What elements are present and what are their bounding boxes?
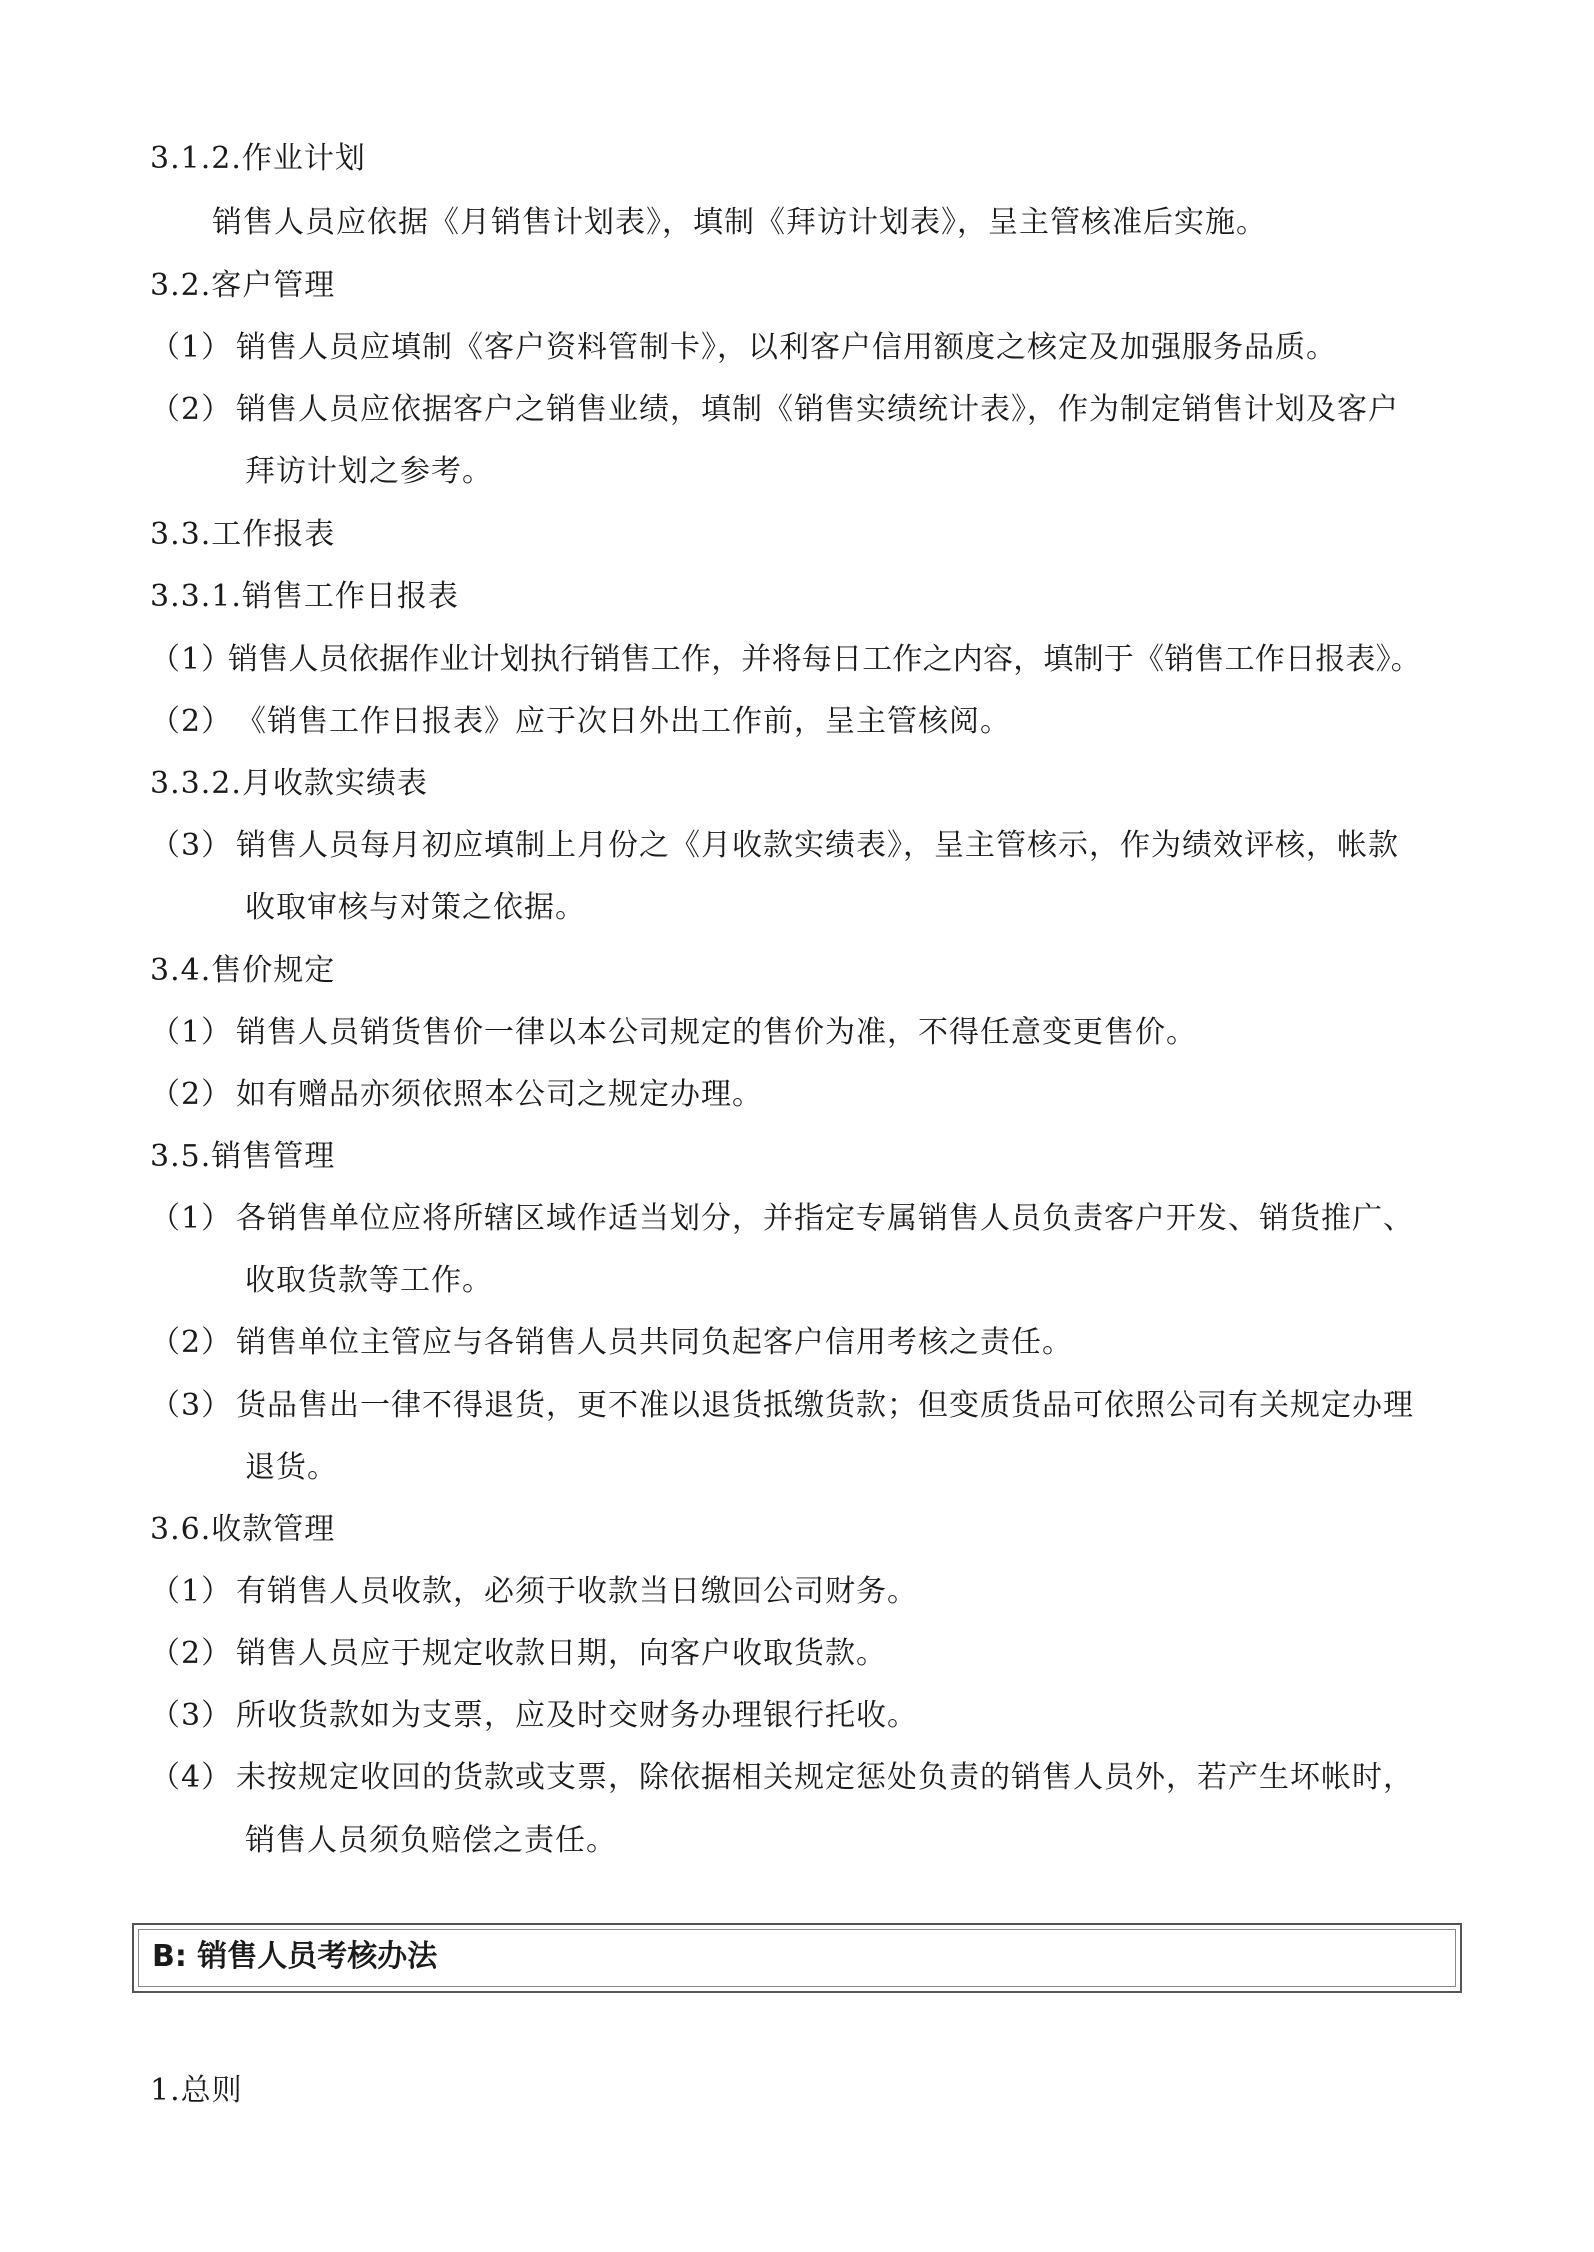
list-text: 《销售工作日报表》应于次日外出工作前，呈主管核阅。 (236, 704, 1011, 739)
list-number: （2） (150, 392, 233, 427)
list-item (150, 1323, 1073, 1363)
list-item (150, 328, 1337, 368)
list-text: 如有赠品亦须依照本公司之规定办理。 (236, 1077, 763, 1112)
list-continuation: 收取货款等工作。 (245, 1263, 493, 1298)
section-b-box (132, 1923, 1462, 1993)
heading-3-5: 3.5.销售管理 (150, 1139, 336, 1174)
list-item (150, 702, 1011, 742)
list-text: 各销售单位应将所辖区域作适当划分，并指定专属销售人员负责客户开发、销货推广、 (236, 1201, 1414, 1236)
list-item (150, 1758, 1414, 1798)
list-item (150, 390, 1399, 430)
list-number: （1） (150, 1574, 233, 1609)
list-item (150, 1199, 1414, 1239)
list-text: 未按规定收回的货款或支票，除依据相关规定惩处负责的销售人员外，若产生坏帐时， (236, 1760, 1414, 1795)
list-continuation: 收取审核与对策之依据。 (245, 890, 586, 925)
heading-3-1-2: 3.1.2.作业计划 (150, 141, 366, 176)
list-number: （3） (150, 828, 233, 863)
heading-3-4: 3.4.售价规定 (150, 953, 336, 988)
list-text: 销售人员每月初应填制上月份之《月收款实绩表》，呈主管核示，作为绩效评核，帐款 (236, 828, 1399, 863)
list-item (150, 1696, 918, 1736)
list-item (150, 826, 1399, 866)
heading-3-3-1: 3.3.1.销售工作日报表 (150, 579, 459, 614)
list-text: 销售人员依据作业计划执行销售工作，并将每日工作之内容，填制于《销售工作日报表》。 (228, 642, 1421, 677)
list-number: （3） (150, 1698, 233, 1733)
list-item (150, 1075, 763, 1115)
list-number: （2） (150, 704, 233, 739)
heading-3-3: 3.3.工作报表 (150, 517, 336, 552)
heading-3-2: 3.2.客户管理 (150, 268, 336, 303)
list-continuation: 销售人员须负赔偿之责任。 (245, 1823, 617, 1858)
list-item (150, 1013, 1197, 1053)
list-item (150, 1634, 887, 1674)
section-b-title: B: 销售人员考核办法 (152, 1939, 438, 1974)
heading-3-3-2: 3.3.2.月收款实绩表 (150, 766, 428, 801)
list-number: （3） (150, 1388, 233, 1423)
heading-3-6: 3.6.收款管理 (150, 1512, 336, 1547)
list-text: 所收货款如为支票，应及时交财务办理银行托收。 (236, 1698, 918, 1733)
list-continuation: 退货。 (245, 1450, 338, 1485)
list-text: 销售人员应于规定收款日期，向客户收取货款。 (236, 1636, 887, 1671)
list-continuation: 拜访计划之参考。 (245, 454, 493, 489)
list-item (150, 640, 1421, 680)
list-text: 销售人员销货售价一律以本公司规定的售价为准，不得任意变更售价。 (236, 1015, 1197, 1050)
list-number: （1） (150, 1015, 233, 1050)
list-number: （2） (150, 1077, 233, 1112)
list-text: 有销售人员收款，必须于收款当日缴回公司财务。 (236, 1574, 918, 1609)
list-text: 货品售出一律不得退货，更不准以退货抵缴货款；但变质货品可依照公司有关规定办理 (236, 1388, 1414, 1423)
list-text: 销售单位主管应与各销售人员共同负起客户信用考核之责任。 (236, 1325, 1073, 1360)
heading-1: 1.总则 (150, 2073, 243, 2108)
list-number: （1） (150, 1201, 233, 1236)
list-number: （1） (150, 330, 233, 365)
paragraph-3-1-2: 销售人员应依据《月销售计划表》，填制《拜访计划表》，呈主管核准后实施。 (212, 205, 1267, 240)
list-text: 销售人员应依据客户之销售业绩，填制《销售实绩统计表》，作为制定销售计划及客户 (236, 392, 1399, 427)
list-number: （1） (150, 642, 233, 677)
list-text: 销售人员应填制《客户资料管制卡》，以利客户信用额度之核定及加强服务品质。 (236, 330, 1337, 365)
list-number: （2） (150, 1636, 233, 1671)
list-item (150, 1386, 1414, 1426)
list-item (150, 1572, 918, 1612)
list-number: （2） (150, 1325, 233, 1360)
list-number: （4） (150, 1760, 233, 1795)
